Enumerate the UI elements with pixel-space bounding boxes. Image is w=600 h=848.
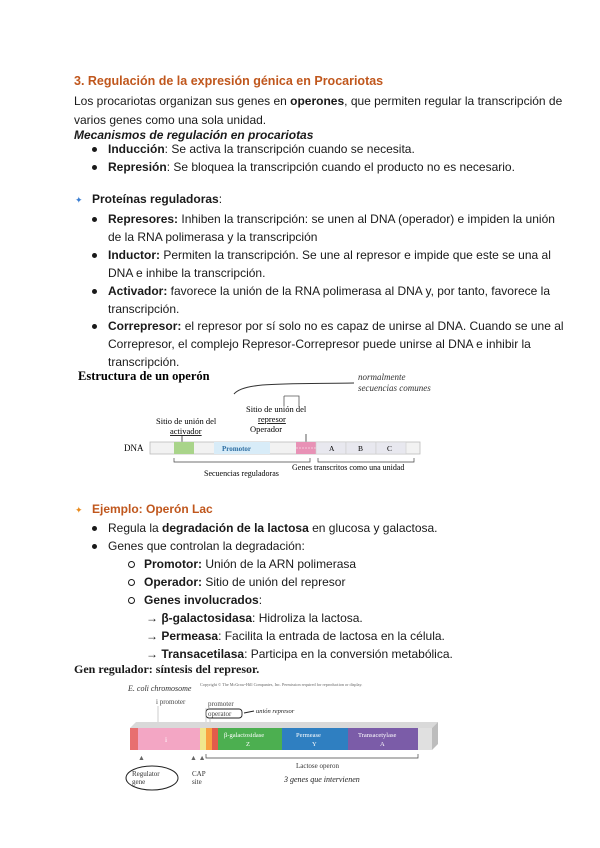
arrow-marker: ▲ (138, 754, 145, 762)
sub-term: Promotor: (144, 557, 202, 571)
example-heading: Ejemplo: Operón Lac (92, 502, 213, 516)
handwritten-note-2: secuencias comunes (358, 383, 431, 393)
mechanism-term: Inducción (108, 142, 165, 156)
protein-text-line2: transcripción. (108, 302, 180, 316)
ring-bullet (128, 597, 135, 604)
dna-label: DNA (124, 443, 144, 453)
z-gene-name: β-galactosidase (224, 732, 265, 739)
protein-text: el represor por sí solo no es capaz de unirse al DNA. Cuando se une al (181, 319, 564, 333)
protein-term: Inductor: (108, 248, 160, 262)
left-cap (130, 728, 138, 750)
gene-b-label: B (358, 444, 364, 453)
bullet-dot (92, 217, 97, 222)
protein-text: Permiten la transcripción. Se une al represor e impide que este se una al (160, 248, 551, 262)
bullet-dot (92, 289, 97, 294)
gene-c-label: C (387, 444, 393, 453)
list-item (146, 627, 445, 645)
bullet-dot (92, 544, 97, 549)
handwritten-repressor: unión represor (256, 708, 295, 715)
i-promoter-label: i promoter (156, 698, 186, 706)
a-gene-name: Transacetylase (358, 732, 397, 739)
star-icon: ✦ (75, 505, 83, 515)
handwritten-arrow (244, 711, 254, 713)
intro-paragraph (74, 92, 562, 130)
intro-text: Los procariotas organizan sus genes en (74, 94, 291, 108)
repressor-site-label-2: represor (258, 414, 286, 424)
chromosome-top (130, 722, 438, 728)
list-item (144, 555, 356, 573)
y-gene-letter: Y (312, 741, 317, 748)
section-title: 3. Regulación de la expresión génica en Procariotas (74, 74, 384, 88)
protein-text-line2: DNA e inhibe la transcripción. (108, 266, 266, 280)
sub-term: Operador: (144, 575, 203, 589)
list-item (144, 573, 345, 591)
gene-a-label: A (329, 444, 335, 453)
mechanism-text: : Se activa la transcripción cuando se necesita. (164, 142, 415, 156)
repressor-site-label: Sitio de unión del (246, 404, 307, 414)
regulatory-label: Secuencias reguladoras (204, 469, 279, 478)
regulator-label-2: gene (132, 778, 146, 786)
lac-operon-figure (120, 676, 450, 844)
list-item (146, 609, 363, 627)
example-text: Regula la (108, 521, 163, 535)
cap-site-label: site (192, 778, 202, 786)
arrow-icon: → (146, 629, 158, 643)
mechanisms-heading: Mecanismos de regulación en procariotas (74, 128, 314, 142)
gene-term: β-galactosidasa (161, 611, 253, 625)
list-item (108, 282, 550, 318)
protein-term: Activador: (108, 284, 168, 298)
intro-term: operones (290, 94, 345, 108)
gene-term: Transacetilasa (161, 647, 245, 661)
copyright-note: Copyright © The McGraw-Hill Companies, Inc. Permission required for reproduction or display. (200, 682, 363, 687)
a-gene-letter: A (380, 741, 385, 748)
i-gene-label: i (165, 735, 168, 744)
protein-text-line3: transcripción. (108, 355, 180, 369)
protein-term: Represores: (108, 212, 179, 226)
list-item (144, 591, 262, 609)
bullet-dot (92, 147, 97, 152)
list-item (108, 317, 564, 371)
bullet-dot (92, 253, 97, 258)
handwritten-genes-note: 3 genes que intervienen (284, 775, 360, 784)
cap-site-block (200, 728, 206, 750)
regulatory-bracket (174, 458, 310, 462)
promoter-label: Promotor (222, 445, 252, 453)
gene-text: : Facilita la entrada de lactosa en la célula. (218, 629, 445, 643)
ring-bullet (128, 579, 135, 586)
lac-figure-title: Gen regulador: síntesis del represor. (74, 662, 260, 676)
example-text-end: en glucosa y galactosa. (308, 521, 438, 535)
star-icon: ✦ (75, 195, 83, 205)
operon-figure-title: Estructura de un operón (78, 369, 210, 383)
gene-text: : Participa en la conversión metabólica. (244, 647, 453, 661)
activator-site-label: Sitio de unión del (156, 416, 217, 426)
promoter-label: promoter (208, 700, 234, 708)
z-gene-letter: Z (246, 741, 250, 748)
promoter-block (206, 728, 212, 750)
protein-text: Inhiben la transcripción: se unen al DNA (operador) e impiden la unión (178, 212, 555, 226)
protein-text-line2: de la RNA polimerasa y la transcripción (108, 230, 318, 244)
bullet-dot (92, 324, 97, 329)
lactose-operon-bracket (206, 754, 418, 758)
arrow-icon: → (146, 611, 158, 625)
arrow-marker: ▲ ▲ (190, 754, 206, 762)
gene-term: Permeasa (161, 629, 219, 643)
protein-text-line2: Correpresor, el complejo Represor-Correpresor puede unirse al DNA e inhibir la (108, 337, 531, 351)
right-end-block (418, 728, 432, 750)
sub-text: : (258, 593, 263, 607)
protein-text: favorece la unión de la RNA polimerasa al DNA y, por tanto, favorece la (167, 284, 550, 298)
genes-unit-label: Genes transcritos como una unidad (292, 463, 405, 472)
operator-label: operator (208, 710, 232, 718)
i-gene-block (138, 728, 200, 750)
genes-bracket (318, 458, 414, 462)
chromosome-label: E. coli chromosome (128, 684, 192, 693)
sub-term: Genes involucrados (144, 593, 259, 607)
arrow-icon: → (146, 647, 158, 661)
y-gene-name: Permease (296, 732, 321, 739)
list-item (108, 537, 305, 555)
example-text: Genes que controlan la degradación: (108, 539, 305, 553)
cap-label: CAP (192, 770, 206, 778)
mechanism-term: Represión (108, 160, 167, 174)
sub-text: Unión de la ARN polimerasa (202, 557, 357, 571)
operator-block (212, 728, 218, 750)
intro-text-end: , que permiten regular la transcripción de (344, 94, 563, 108)
list-item (108, 246, 551, 282)
gene-text: : Hidroliza la lactosa. (252, 611, 363, 625)
proteins-heading (92, 192, 222, 206)
activator-site-block (174, 442, 194, 454)
operator-label: Operador (250, 424, 283, 434)
activator-site-label-2: activador (170, 426, 202, 436)
list-item (108, 158, 515, 176)
intro-text-line2: varios genes como una sola unidad. (74, 113, 267, 127)
regulator-label: Regulator (132, 770, 160, 778)
sub-text: Sitio de unión del represor (202, 575, 346, 589)
bullet-dot (92, 526, 97, 531)
operon-structure-figure (74, 366, 534, 484)
list-item (108, 519, 438, 537)
list-item (108, 210, 555, 246)
ring-bullet (128, 561, 135, 568)
example-term: degradación de la lactosa (162, 521, 309, 535)
lactose-operon-label: Lactose operon (296, 762, 339, 770)
handwritten-bracket (234, 383, 354, 394)
list-item (108, 140, 415, 158)
proteins-heading-text: Proteínas reguladoras (92, 192, 219, 206)
list-item (146, 645, 453, 663)
proteins-heading-colon: : (218, 192, 223, 206)
mechanism-text: : Se bloquea la transcripción cuando el producto no es necesario. (166, 160, 515, 174)
protein-term: Correpresor: (108, 319, 182, 333)
bullet-dot (92, 165, 97, 170)
handwritten-note: normalmente (358, 372, 406, 382)
